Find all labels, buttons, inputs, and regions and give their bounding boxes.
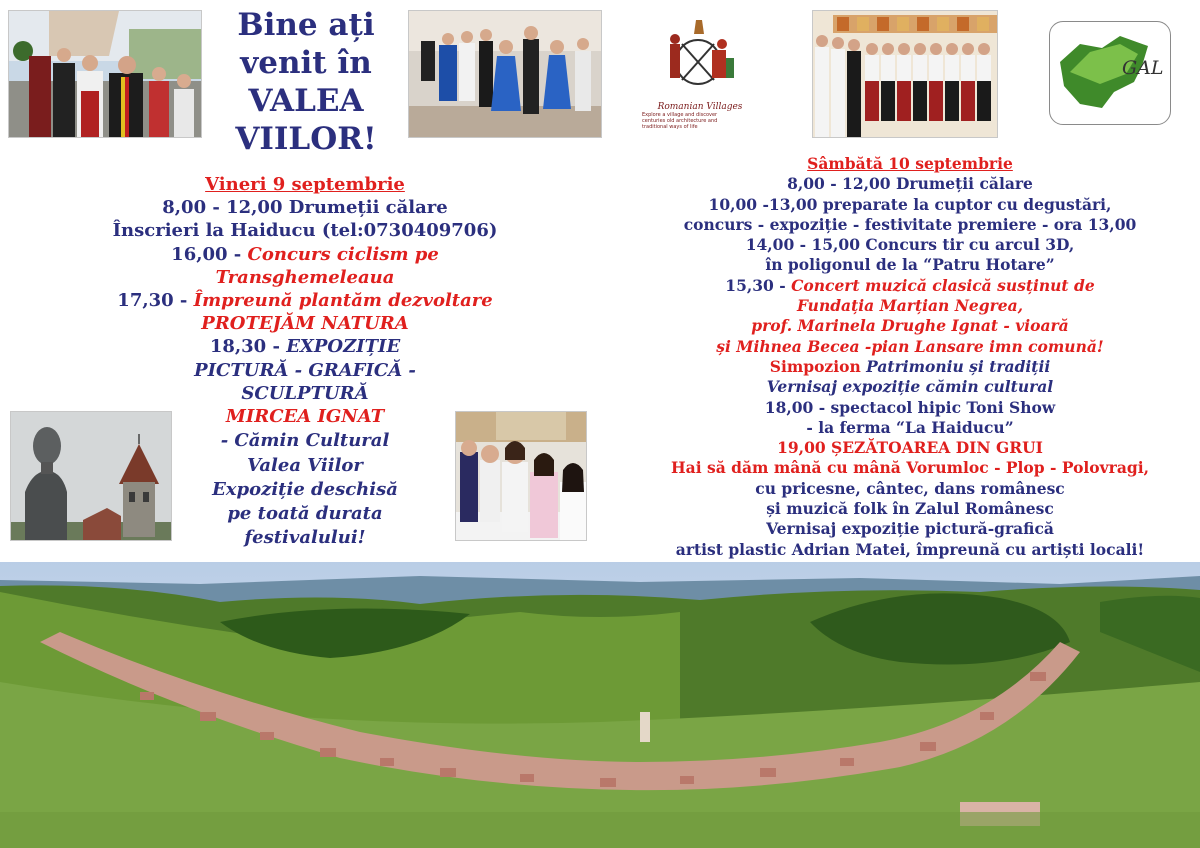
friday-line-5-time: 17,30 - <box>117 290 194 312</box>
friday-line-3 <box>60 243 550 266</box>
saturday-line-15: Hai să dăm mână cu mână Vorumloc - Plop - Polovragi, <box>671 458 1149 478</box>
tagline-line-1: Explore a village and discover <box>642 112 718 118</box>
folk-dance-photo <box>408 10 602 138</box>
saturday-line-6-time: 15,30 - <box>725 275 792 295</box>
saturday-line-6 <box>615 276 1200 296</box>
friday-line-11: - Cămin Cultural <box>220 430 390 452</box>
saturday-line-9: și Mihnea Becea -pian Lansare imn comună! <box>716 336 1104 356</box>
saturday-line-10-event: Patrimoniu și tradiții <box>866 356 1051 376</box>
saturday-line-14: 19,00 ȘEZĂTOAREA DIN GRUI <box>777 438 1043 458</box>
friday-exhibition-details <box>170 405 440 551</box>
title-line-4: VIILOR! <box>235 121 377 157</box>
children-costume-photo <box>455 411 587 541</box>
gal-logo-text: GAL <box>1122 57 1164 79</box>
tagline-line-3: traditional ways of life <box>642 124 698 130</box>
title-line-2: venit în <box>240 45 372 81</box>
page-title <box>190 6 422 158</box>
saturday-line-3: concurs - expoziție - festivitate premiere - ora 13,00 <box>683 214 1137 234</box>
friday-line-15: festivalului! <box>244 527 366 549</box>
title-line-1: Bine ați <box>237 7 375 43</box>
tagline-line-2: centuries old architecture and <box>642 118 718 124</box>
romanian-villages-logo <box>640 14 760 132</box>
saturday-program <box>615 154 1200 560</box>
friday-line-9: SCULPTURĂ <box>241 382 369 404</box>
friday-line-1: 8,00 - 12,00 Drumeții călare <box>162 197 448 219</box>
friday-line-2: Înscrieri la Haiducu (tel:0730409706) <box>112 220 498 242</box>
saturday-line-10-label: Simpozion <box>769 356 867 376</box>
friday-line-14: pe toată durata <box>227 503 383 525</box>
saturday-line-10 <box>615 357 1200 377</box>
friday-line-7-event: EXPOZIȚIE <box>286 336 401 358</box>
friday-line-5 <box>60 289 550 312</box>
saturday-line-4: 14,00 - 15,00 Concurs tir cu arcul 3D, <box>745 235 1075 255</box>
friday-line-4: Transghemeleaua <box>215 266 395 288</box>
romanian-villages-name: Romanian Villages <box>657 102 743 112</box>
saturday-line-19: artist plastic Adrian Matei, împreună cu artiști locali! <box>675 539 1145 559</box>
saturday-line-6-event: Concert muzică clasică susținut de <box>791 275 1095 295</box>
saturday-line-13: - la ferma “La Haiducu” <box>806 417 1014 437</box>
valley-panorama-photo <box>0 562 1200 848</box>
friday-line-6: PROTEJĂM NATURA <box>201 313 409 335</box>
saturday-line-12: 18,00 - spectacol hipic Toni Show <box>764 397 1056 417</box>
gal-logo <box>1049 21 1171 125</box>
friday-line-8: PICTURĂ - GRAFICĂ - <box>194 359 416 381</box>
saturday-line-1: 8,00 - 12,00 Drumeții călare <box>787 174 1033 194</box>
friday-line-13: Expoziție deschisă <box>212 478 398 500</box>
friday-line-10: MIRCEA IGNAT <box>225 406 385 427</box>
saturday-line-18: Vernisaj expoziție pictură-grafică <box>766 519 1054 539</box>
saturday-line-16: cu pricesne, cântec, dans românesc <box>755 478 1065 498</box>
choir-photo <box>812 10 998 138</box>
saturday-header: Sâmbătă 10 septembrie <box>807 154 1013 173</box>
saturday-line-7: Fundația Marțian Negrea, <box>796 296 1024 316</box>
friday-line-12: Valea Viilor <box>247 454 363 476</box>
friday-line-3-event: Concurs ciclism pe <box>247 243 439 265</box>
friday-line-5-event: Împreună plantăm dezvoltare <box>193 290 493 312</box>
statue-tower-photo <box>10 411 172 541</box>
friday-line-3-time: 16,00 - <box>171 243 248 265</box>
saturday-line-11: Vernisaj expoziție cămin cultural <box>766 377 1054 397</box>
saturday-line-2: 10,00 -13,00 preparate la cuptor cu degustări, <box>708 194 1112 214</box>
friday-header: Vineri 9 septembrie <box>205 174 405 195</box>
friday-line-7 <box>60 335 550 358</box>
saturday-line-5: în poligonul de la “Patru Hotare” <box>765 255 1055 275</box>
romanian-villages-tagline <box>640 112 760 130</box>
saturday-line-17: și muzică folk în Zalul Românesc <box>766 499 1054 519</box>
ceremony-photo <box>8 10 202 138</box>
saturday-line-8: prof. Marinela Drughe Ignat - vioară <box>751 316 1069 336</box>
friday-line-7-time: 18,30 - <box>209 336 287 358</box>
friday-program <box>60 173 550 405</box>
title-line-3: VALEA <box>248 83 364 119</box>
